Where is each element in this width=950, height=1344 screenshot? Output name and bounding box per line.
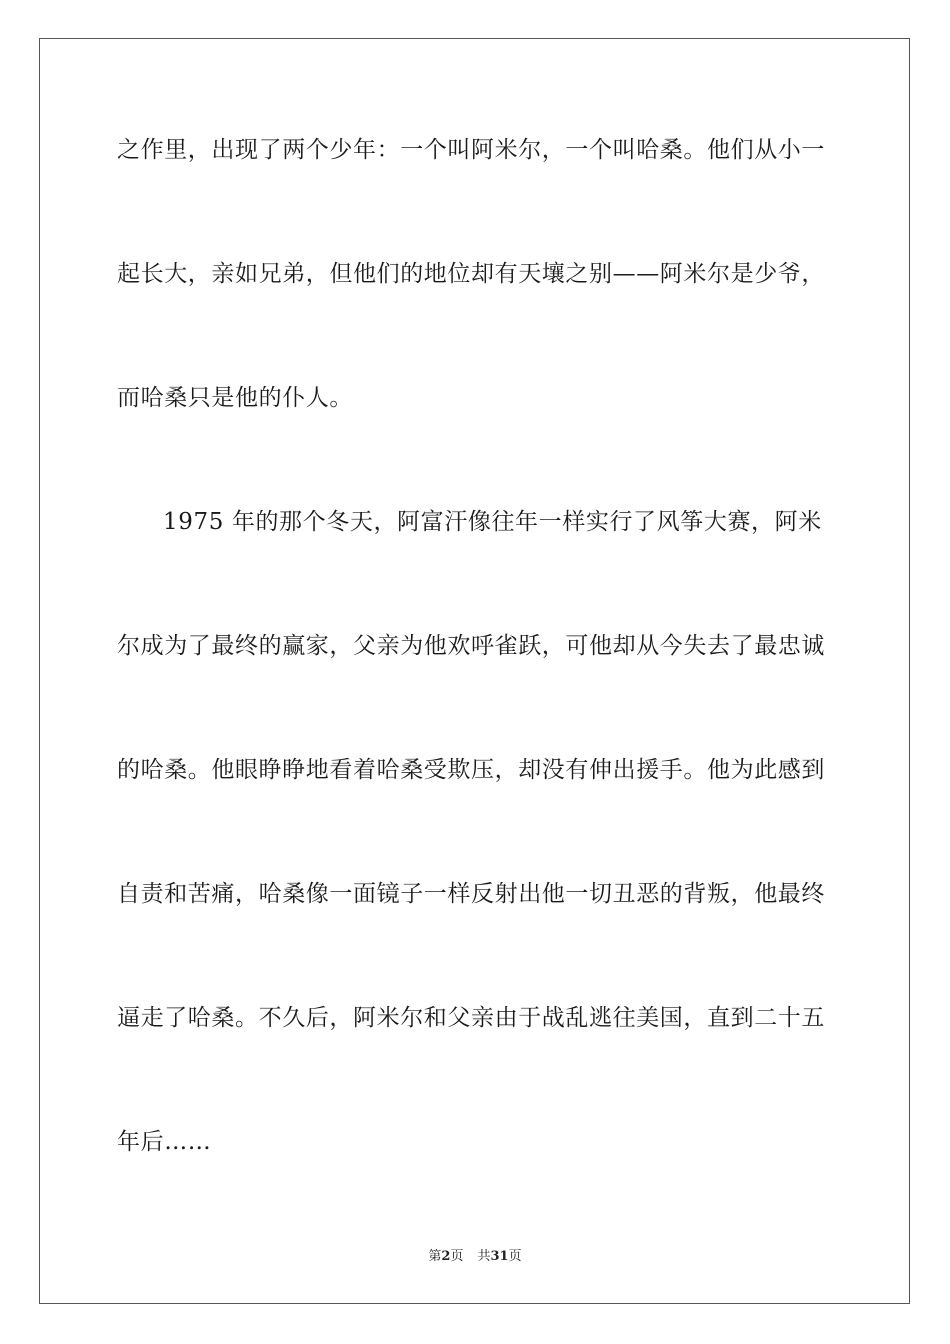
page-border: [39, 38, 910, 1304]
page-footer: [0, 1248, 950, 1266]
page-number-prefix: 第: [428, 1249, 442, 1264]
paragraph-line-6: 的哈桑。他眼睁睁地看着哈桑受欺压，却没有伸出援手。他为此感到: [117, 757, 825, 783]
paragraph-line-1: 之作里，出现了两个少年：一个叫阿米尔，一个叫哈桑。他们从小一: [117, 137, 825, 163]
paragraph-line-9: 年后……: [117, 1129, 212, 1155]
paragraph-line-8: 逼走了哈桑。不久后，阿米尔和父亲由于战乱逃往美国，直到二十五: [117, 1005, 825, 1031]
page-number-suffix: 页: [450, 1249, 464, 1264]
current-page-number: 2: [441, 1249, 451, 1264]
total-pages-number: 31: [490, 1249, 509, 1264]
paragraph-line-5: 尔成为了最终的赢家，父亲为他欢呼雀跃，可他却从今失去了最忠诚: [117, 633, 825, 659]
total-pages-suffix: 页: [508, 1249, 522, 1264]
paragraph-line-7: 自责和苦痛，哈桑像一面镜子一样反射出他一切丑恶的背叛，他最终: [117, 881, 825, 907]
paragraph-line-4: 1975 年的那个冬天，阿富汗像往年一样实行了风筝大赛，阿米: [163, 509, 822, 535]
paragraph-line-2: 起长大，亲如兄弟，但他们的地位却有天壤之别——阿米尔是少爷，: [117, 261, 825, 287]
total-pages-prefix: 共: [477, 1249, 491, 1264]
paragraph-line-3: 而哈桑只是他的仆人。: [117, 385, 353, 411]
